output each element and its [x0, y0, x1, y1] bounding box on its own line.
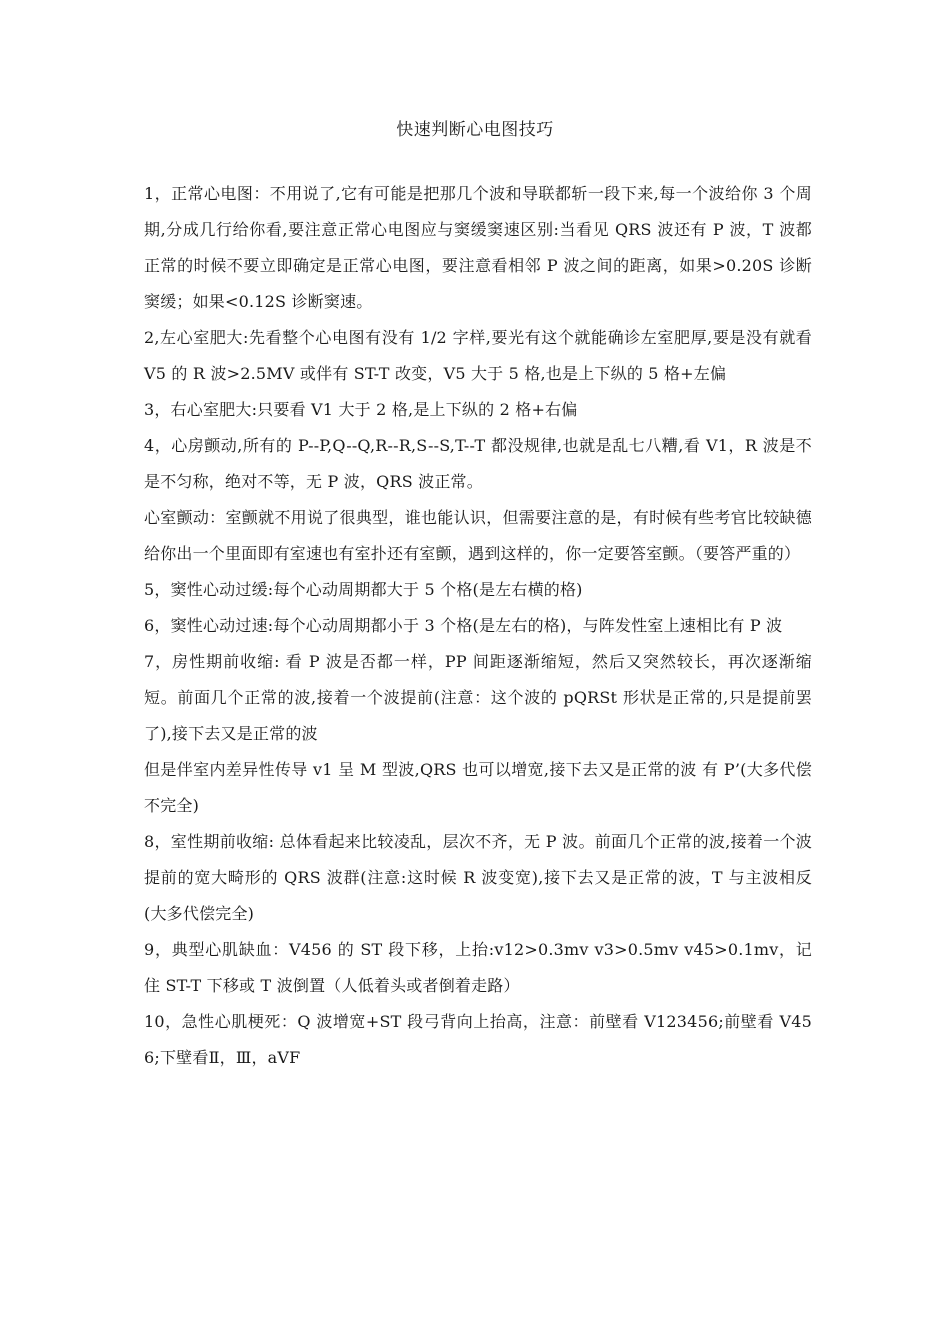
paragraph-7-aberrant-conduction: 但是伴室内差异性传导 v1 呈 M 型波,QRS 也可以增宽,接下去又是正常的波 有 P’(大多代偿不完全) [144, 760, 812, 815]
paragraph-6-sinus-tachycardia: 6，窦性心动过速:每个心动周期都小于 3 个格(是左右的格)，与阵发性室上速相比有 P 波 [144, 616, 783, 635]
paragraph-3-right-ventricular-hypertrophy: 3，右心室肥大:只要看 V1 大于 2 格,是上下纵的 2 格+右偏 [144, 400, 578, 419]
paragraph-2-left-ventricular-hypertrophy: 2,左心室肥大:先看整个心电图有没有 1/2 字样,要光有这个就能确诊左室肥厚,要是没有就看 V5 的 R 波>2.5MV 或伴有 ST-T 改变，V5 大于 5 格,也是上下纵的 5 格+左偏 [144, 328, 812, 383]
paragraph-10-acute-myocardial-infarction: 10，急性心肌梗死：Q 波增宽+ST 段弓背向上抬高，注意：前壁看 V123456;前壁看 V456;下壁看Ⅱ，Ⅲ，aVF [144, 1012, 812, 1067]
document-body [144, 176, 812, 1076]
paragraph-8-ventricular-premature-contraction: 8，室性期前收缩: 总体看起来比较凌乱，层次不齐，无 P 波。前面几个正常的波,接着一个波提前的宽大畸形的 QRS 波群(注意:这时候 R 波变宽),接下去又是正常的波，T 与主波相反 (大多代偿完全) [144, 832, 812, 923]
paragraph-ventricular-fibrillation: 心室颤动：室颤就不用说了很典型，谁也能认识，但需要注意的是，有时候有些考官比较缺德给你出一个里面即有室速也有室扑还有室颤，遇到这样的，你一定要答室颤。（要答严重的） [144, 508, 812, 563]
document-title: 快速判断心电图技巧 [396, 120, 554, 140]
paragraph-4-atrial-fibrillation: 4，心房颤动,所有的 P--P,Q--Q,R--R,S--S,T--T 都没规律,也就是乱七八糟,看 V1，R 波是不是不匀称，绝对不等，无 P 波，QRS 波正常。 [144, 436, 812, 491]
paragraph-1-normal-ecg: 1，正常心电图：不用说了,它有可能是把那几个波和导联都斩一段下来,每一个波给你 3 个周期,分成几行给你看,要注意正常心电图应与窦缓窦速区别:当看见 QRS 波还有 P 波，T 波都正常的时候不要立即确定是正常心电图，要注意看相邻 P 波之间的距离，如果>0.20S 诊断窦缓；如果<0.12S 诊断窦速。 [144, 184, 812, 311]
paragraph-9-myocardial-ischemia: 9，典型心肌缺血：V456 的 ST 段下移，上抬:v12>0.3mv v3>0.5mv v45>0.1mv，记住 ST-T 下移或 T 波倒置（人低着头或者倒着走路） [144, 940, 812, 995]
paragraph-5-sinus-bradycardia: 5，窦性心动过缓:每个心动周期都大于 5 个格(是左右横的格) [144, 580, 583, 599]
paragraph-7-atrial-premature-contraction: 7，房性期前收缩: 看 P 波是否都一样，PP 间距逐渐缩短，然后又突然较长，再次逐渐缩短。前面几个正常的波,接着一个波提前(注意：这个波的 pQRSt 形状是正常的,只是提前罢了),接下去又是正常的波 [144, 652, 812, 743]
